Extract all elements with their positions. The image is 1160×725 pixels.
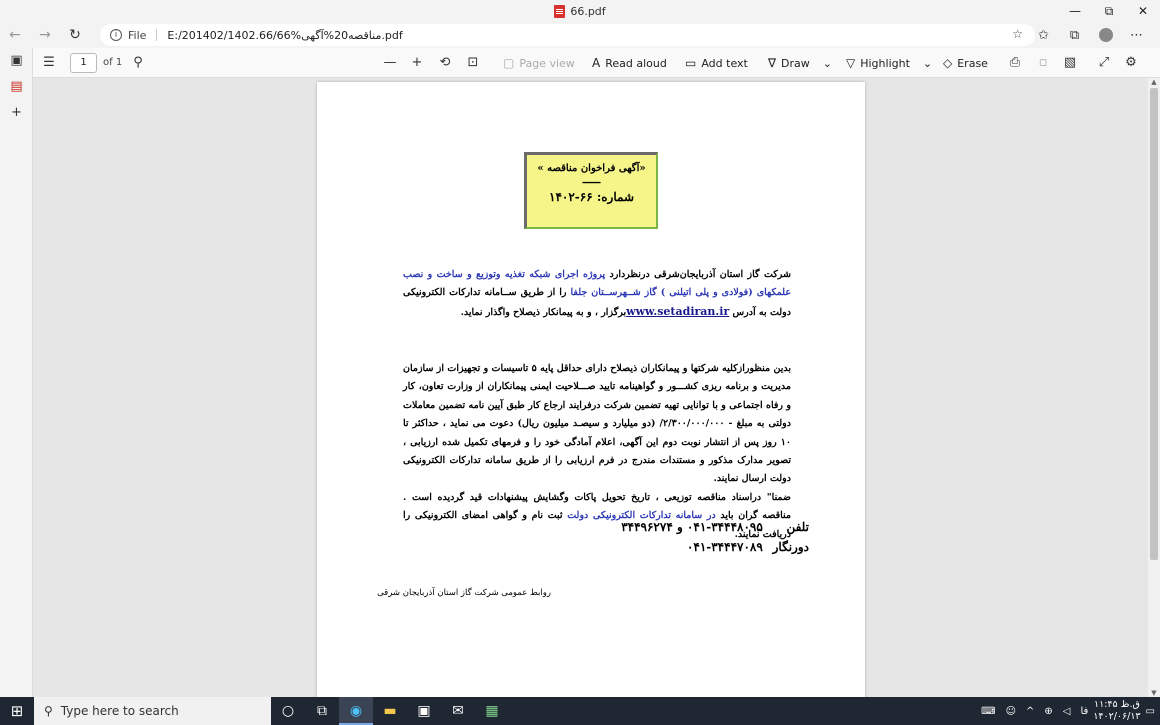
erase-label: Erase bbox=[957, 56, 988, 70]
close-button[interactable]: ✕ bbox=[1137, 4, 1149, 18]
page-count: of 1 bbox=[103, 57, 123, 68]
vertical-tabs-strip bbox=[0, 48, 33, 697]
window-title-text: 66.pdf bbox=[570, 4, 606, 18]
read-aloud-button[interactable] bbox=[592, 48, 667, 78]
clock[interactable] bbox=[1093, 699, 1140, 723]
collections-icon[interactable]: ⧉ bbox=[1069, 27, 1080, 43]
store-icon[interactable]: ▣ bbox=[417, 703, 431, 719]
new-tab-icon[interactable]: + bbox=[11, 105, 22, 120]
contents-icon[interactable]: ☰ bbox=[43, 55, 55, 70]
highlight-label: Highlight bbox=[860, 56, 910, 70]
search-icon[interactable]: ⚲ bbox=[133, 55, 143, 70]
add-text-icon: ▭ bbox=[685, 56, 697, 70]
address-bar[interactable] bbox=[100, 24, 1035, 46]
system-tray bbox=[976, 697, 1160, 725]
fax-value: ۰۴۱-۳۴۴۴۷۰۸۹ bbox=[686, 540, 763, 554]
scroll-down-icon[interactable]: ▼ bbox=[1151, 689, 1157, 697]
paragraph-invitation bbox=[403, 360, 791, 544]
forward-icon[interactable]: → bbox=[39, 27, 51, 43]
add-favorite-icon[interactable]: ☆ bbox=[1012, 27, 1023, 41]
pdf-tab-icon[interactable]: ▤ bbox=[10, 79, 23, 94]
fax-label: دورنگار bbox=[772, 540, 809, 554]
window-title bbox=[554, 5, 605, 18]
note-text: ضمنا" دراسناد مناقصه توزیعی ، تاریخ تحویل پاکات وگشایش پیشنهادات قید گردیده است . مناقصه گران باید bbox=[403, 491, 791, 522]
phone-value: ۰۴۱-۳۴۴۴۸۰۹۵ و ۳۴۴۹۶۲۷۴ bbox=[621, 520, 763, 534]
intro-text-mid: را از طریق ســامانه تدارکات الکترونیکی دولت به آدرس bbox=[403, 287, 791, 318]
settings-icon[interactable]: ⚙ bbox=[1125, 55, 1137, 70]
note-text-end: ثبت نام و گواهی امضای الکترونیکی را دریافت نمایند. bbox=[403, 510, 791, 540]
note-system-name: در سامانه تدارکات الکترونیکی دولت bbox=[567, 510, 716, 522]
fullscreen-icon[interactable]: ⤢ bbox=[1098, 55, 1110, 70]
page-view-button[interactable] bbox=[503, 48, 575, 78]
zoom-out-button[interactable]: — bbox=[383, 55, 397, 70]
clock-date: ۱۴۰۲/۰۶/۱۳ bbox=[1093, 711, 1141, 722]
rotate-icon[interactable]: ⟲ bbox=[439, 55, 451, 70]
notifications-icon[interactable]: ▭ bbox=[1145, 705, 1155, 717]
fit-page-icon[interactable]: ⊡ bbox=[467, 55, 479, 70]
read-aloud-icon: A bbox=[592, 56, 601, 70]
invitation-text: بدین منظوراز‌کلیه شرکتها و پیمانکاران ذیصلاح دارای حداقل پایه ۵ تاسیسات و تجهیزات از سازمان مدیریت و برنامه ریزی کشـــور و گواهینامه تایید صـــلاحیت ایمنی پیمانکاران از وزارت تعاون، کار و رفاه اجتماعی و با توانایی تهیه تضمین شرکت درفرایند ارجاع کار طبق آیین نامه تضمین معاملات دولتی به مبلغ - ۲/۳۰۰/۰۰۰/۰۰۰/ (دو میلیارد و سیصـد میلیون ریال) دعوت می نماید ، حداکثر تا ۱۰ روز پس از انتشار نوبت دوم این آگهی، اعلام آمادگی خود را و فرمهای تکمیل شده ارزیابی ، تصویر مدارک مذکور و مستندات مندرج در فرم ارزیابی را از طریق سامانه تدارکات الکترونیکی دولت ارسال نمایند. bbox=[403, 363, 792, 485]
info-icon[interactable]: i bbox=[110, 29, 122, 41]
project-name: پروژه اجرای شبکه تغذیه وتوزیع و ساخت و نصب علمکهای (فولادی و پلی اتیلنی ) گاز شــهرســتان جلفا bbox=[403, 269, 791, 299]
print-icon[interactable]: ⎙ bbox=[1009, 55, 1021, 70]
notice-rule: ــــــ bbox=[582, 175, 601, 186]
volume-icon[interactable]: ◁ bbox=[1062, 705, 1071, 717]
add-text-button[interactable] bbox=[685, 48, 748, 78]
window-controls bbox=[1058, 0, 1160, 22]
pdf-toolbar bbox=[33, 48, 1160, 78]
people-icon[interactable]: ☺ bbox=[1005, 705, 1016, 717]
erase-icon: ◇ bbox=[943, 56, 953, 70]
notice-box bbox=[524, 152, 658, 229]
keyboard-icon[interactable]: ⌨ bbox=[981, 705, 996, 717]
minimize-button[interactable]: — bbox=[1069, 4, 1081, 18]
zoom-in-button[interactable]: + bbox=[411, 55, 423, 70]
profile-button[interactable] bbox=[1090, 28, 1121, 43]
address-bar-row bbox=[0, 22, 1160, 48]
network-icon[interactable]: ⊕ bbox=[1044, 705, 1053, 717]
vertical-scrollbar[interactable] bbox=[1148, 78, 1160, 697]
page-view-icon: ▢ bbox=[503, 56, 515, 70]
page-number-input[interactable]: 1 bbox=[70, 53, 97, 73]
app-icon[interactable]: ▦ bbox=[485, 703, 499, 719]
fax-line bbox=[687, 540, 809, 554]
tab-actions-icon[interactable]: ▣ bbox=[10, 53, 23, 68]
save-as-icon[interactable]: ▧ bbox=[1063, 55, 1077, 70]
draw-button[interactable] bbox=[768, 48, 832, 78]
pdf-viewer[interactable] bbox=[33, 78, 1148, 697]
draw-label: Draw bbox=[781, 56, 810, 70]
refresh-icon[interactable]: ↻ bbox=[69, 27, 81, 43]
url-text[interactable]: E:/201402/1402.66/66%مناقصه20%آگهی.pdf bbox=[167, 28, 403, 42]
page-view-label: Page view bbox=[519, 56, 575, 70]
erase-button[interactable] bbox=[943, 48, 988, 78]
file-explorer-icon[interactable]: ▬ bbox=[383, 703, 397, 719]
paragraph-intro bbox=[403, 266, 791, 322]
save-icon[interactable]: ▫ bbox=[1038, 55, 1048, 70]
draw-icon: ∇ bbox=[768, 56, 777, 70]
search-icon: ⚲ bbox=[44, 704, 53, 718]
add-text-label: Add text bbox=[701, 56, 748, 70]
setadiran-link[interactable]: www.setadiran.ir bbox=[626, 304, 730, 318]
favorites-icon[interactable]: ✩ bbox=[1038, 27, 1049, 43]
read-aloud-label: Read aloud bbox=[605, 56, 667, 70]
highlight-button[interactable] bbox=[846, 48, 932, 78]
title-bar bbox=[0, 0, 1160, 22]
cortana-icon[interactable]: ○ bbox=[281, 703, 295, 719]
browser-tools bbox=[1028, 22, 1152, 48]
pdf-file-icon bbox=[554, 5, 565, 18]
language-indicator[interactable]: فا bbox=[1080, 705, 1089, 717]
notice-number: شماره: ۶۶-۱۴۰۲ bbox=[549, 190, 634, 204]
taskbar-search[interactable] bbox=[34, 697, 271, 725]
mail-icon[interactable]: ✉ bbox=[452, 703, 464, 719]
footer-signature: روابط عمومی شرکت گاز استان آذربایجان شرقی bbox=[377, 588, 551, 598]
task-view-icon[interactable]: ⧉ bbox=[317, 703, 327, 719]
search-placeholder: Type here to search bbox=[60, 704, 179, 718]
maximize-button[interactable]: ⧉ bbox=[1104, 4, 1114, 18]
edge-icon[interactable]: ◉ bbox=[339, 697, 373, 725]
notice-title: «آگهی فراخوان مناقصه » bbox=[537, 163, 646, 174]
phone-label: تلفن bbox=[786, 520, 809, 534]
avatar bbox=[1099, 28, 1113, 42]
intro-text: شرکت گاز استان آذربایجان‌شرقی درنظردارد bbox=[605, 269, 792, 280]
highlight-dropdown-icon[interactable]: ⌄ bbox=[922, 56, 933, 70]
taskbar bbox=[0, 697, 1160, 725]
clock-time: ق.ظ ۱۱:۴۵ bbox=[1094, 699, 1140, 710]
address-separator bbox=[156, 29, 157, 41]
pdf-page bbox=[317, 82, 865, 697]
draw-dropdown-icon[interactable]: ⌄ bbox=[822, 56, 832, 70]
menu-icon[interactable]: ⋯ bbox=[1130, 27, 1143, 43]
intro-text-end: برگزار ، و به پیمانکار ذیصلاح واگذار نماید. bbox=[460, 306, 627, 318]
show-hidden-icon[interactable]: ^ bbox=[1026, 705, 1035, 717]
back-icon[interactable]: ← bbox=[9, 27, 21, 43]
scroll-up-icon[interactable]: ▲ bbox=[1151, 78, 1157, 86]
start-icon[interactable]: ⊞ bbox=[10, 702, 24, 720]
phone-line bbox=[621, 520, 809, 534]
highlight-icon: ▽ bbox=[846, 56, 856, 70]
file-scheme-label: File bbox=[128, 28, 147, 42]
scroll-thumb[interactable] bbox=[1150, 88, 1158, 560]
